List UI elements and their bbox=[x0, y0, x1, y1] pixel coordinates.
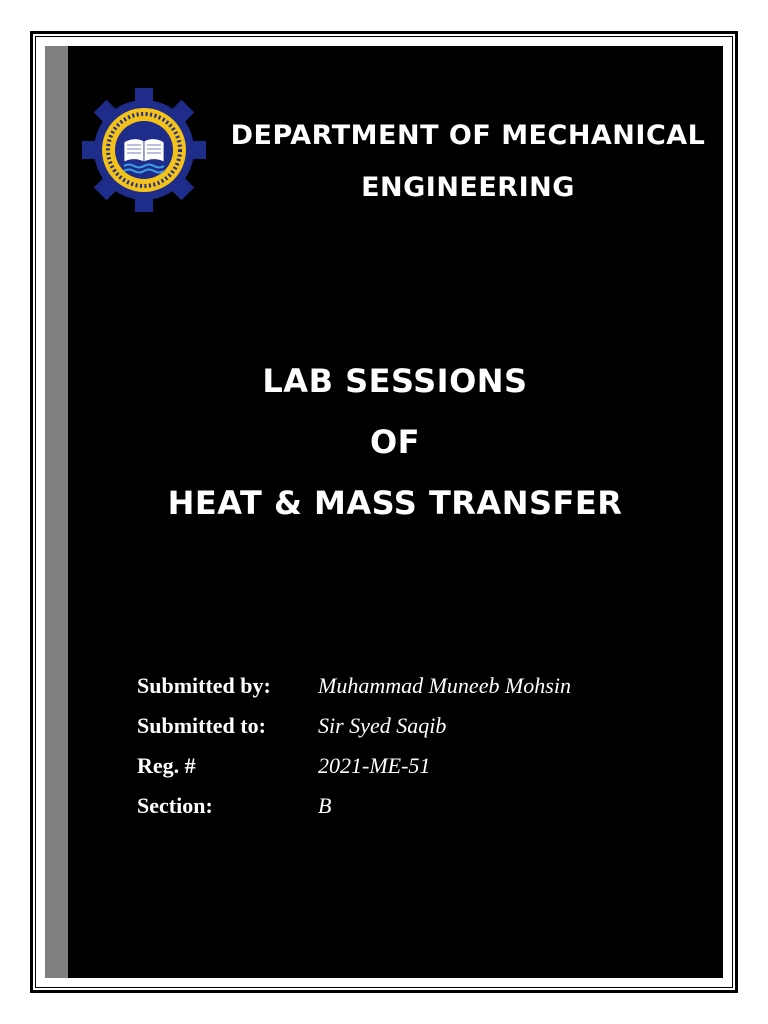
reg-number-label: Reg. # bbox=[137, 753, 196, 778]
submitted-by-row bbox=[137, 666, 571, 706]
department-title bbox=[220, 110, 716, 214]
section-value: B bbox=[318, 793, 332, 818]
reg-number-value: 2021-ME-51 bbox=[318, 753, 431, 778]
cover-panel bbox=[45, 46, 723, 978]
side-strip bbox=[45, 46, 68, 978]
submitted-to-value: Sir Syed Saqib bbox=[318, 713, 447, 738]
submitted-to-row bbox=[137, 706, 571, 746]
submission-info bbox=[137, 666, 571, 826]
reg-number-row bbox=[137, 746, 571, 786]
section-row bbox=[137, 786, 571, 826]
section-label: Section: bbox=[137, 793, 213, 818]
department-title-line1: DEPARTMENT OF MECHANICAL bbox=[230, 120, 706, 151]
lab-title-line2: OF bbox=[369, 423, 421, 461]
lab-title bbox=[85, 351, 705, 534]
submitted-to-label: Submitted to: bbox=[137, 713, 266, 738]
submitted-by-value: Muhammad Muneeb Mohsin bbox=[318, 673, 571, 698]
uet-lahore-seal-icon bbox=[82, 88, 206, 212]
department-title-line2: ENGINEERING bbox=[361, 172, 575, 203]
lab-title-line1: LAB SESSIONS bbox=[262, 362, 528, 400]
lab-title-line3: HEAT & MASS TRANSFER bbox=[167, 484, 623, 522]
submitted-by-label: Submitted by: bbox=[137, 673, 271, 698]
